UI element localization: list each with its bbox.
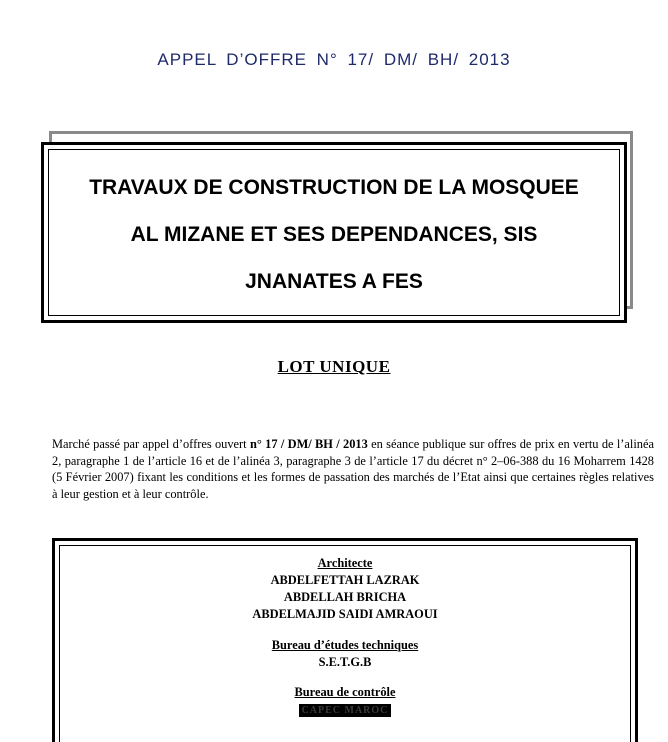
legal-text-body: en séance publique sur offres de prix en vertu de l’alinéa 2, paragraphe 1 de l’article 16 et de l’alinéa 3, paragraphe 3 de l’article 17 du décret n° 2–06-388 du 16 Moharrem 1428 (5 Février 2007) fixant les conditions et les formes de passation des marchés de l’Etat ainsi que certaines règles relatives à leur gestion et à leur contrôle. bbox=[52, 437, 654, 501]
control-firm-row bbox=[60, 702, 630, 717]
architect-name-3: ABDELMAJID SAIDI AMRAOUI bbox=[252, 607, 438, 621]
engineering-firm: S.E.T.G.B bbox=[318, 655, 372, 669]
legal-text-intro: Marché passé par appel d’offres ouvert bbox=[52, 437, 250, 451]
title-box-inner-border bbox=[48, 149, 620, 316]
legal-paragraph bbox=[52, 436, 654, 502]
title-line-3: JNANATES A FES bbox=[245, 270, 423, 293]
credits-box-inner-border bbox=[59, 545, 631, 742]
credits-box bbox=[52, 538, 638, 742]
tender-reference: APPEL D’OFFRE N° 17/ DM/ BH/ 2013 bbox=[157, 50, 511, 69]
control-heading: Bureau de contrôle bbox=[294, 685, 396, 699]
legal-tender-reference: n° 17 / DM/ BH / 2013 bbox=[249, 437, 368, 451]
control-firm: CAPEC MAROC bbox=[299, 704, 392, 717]
title-box bbox=[41, 142, 627, 323]
title-line-2: AL MIZANE ET SES DEPENDANCES, SIS bbox=[130, 223, 538, 246]
title-line-1: TRAVAUX DE CONSTRUCTION DE LA MOSQUEE bbox=[89, 176, 579, 199]
architect-heading: Architecte bbox=[317, 556, 373, 570]
engineering-heading: Bureau d’études techniques bbox=[271, 638, 419, 652]
architect-name-1: ABDELFETTAH LAZRAK bbox=[270, 573, 420, 587]
lot-heading: LOT UNIQUE bbox=[277, 357, 391, 376]
architect-name-2: ABDELLAH BRICHA bbox=[283, 590, 407, 604]
